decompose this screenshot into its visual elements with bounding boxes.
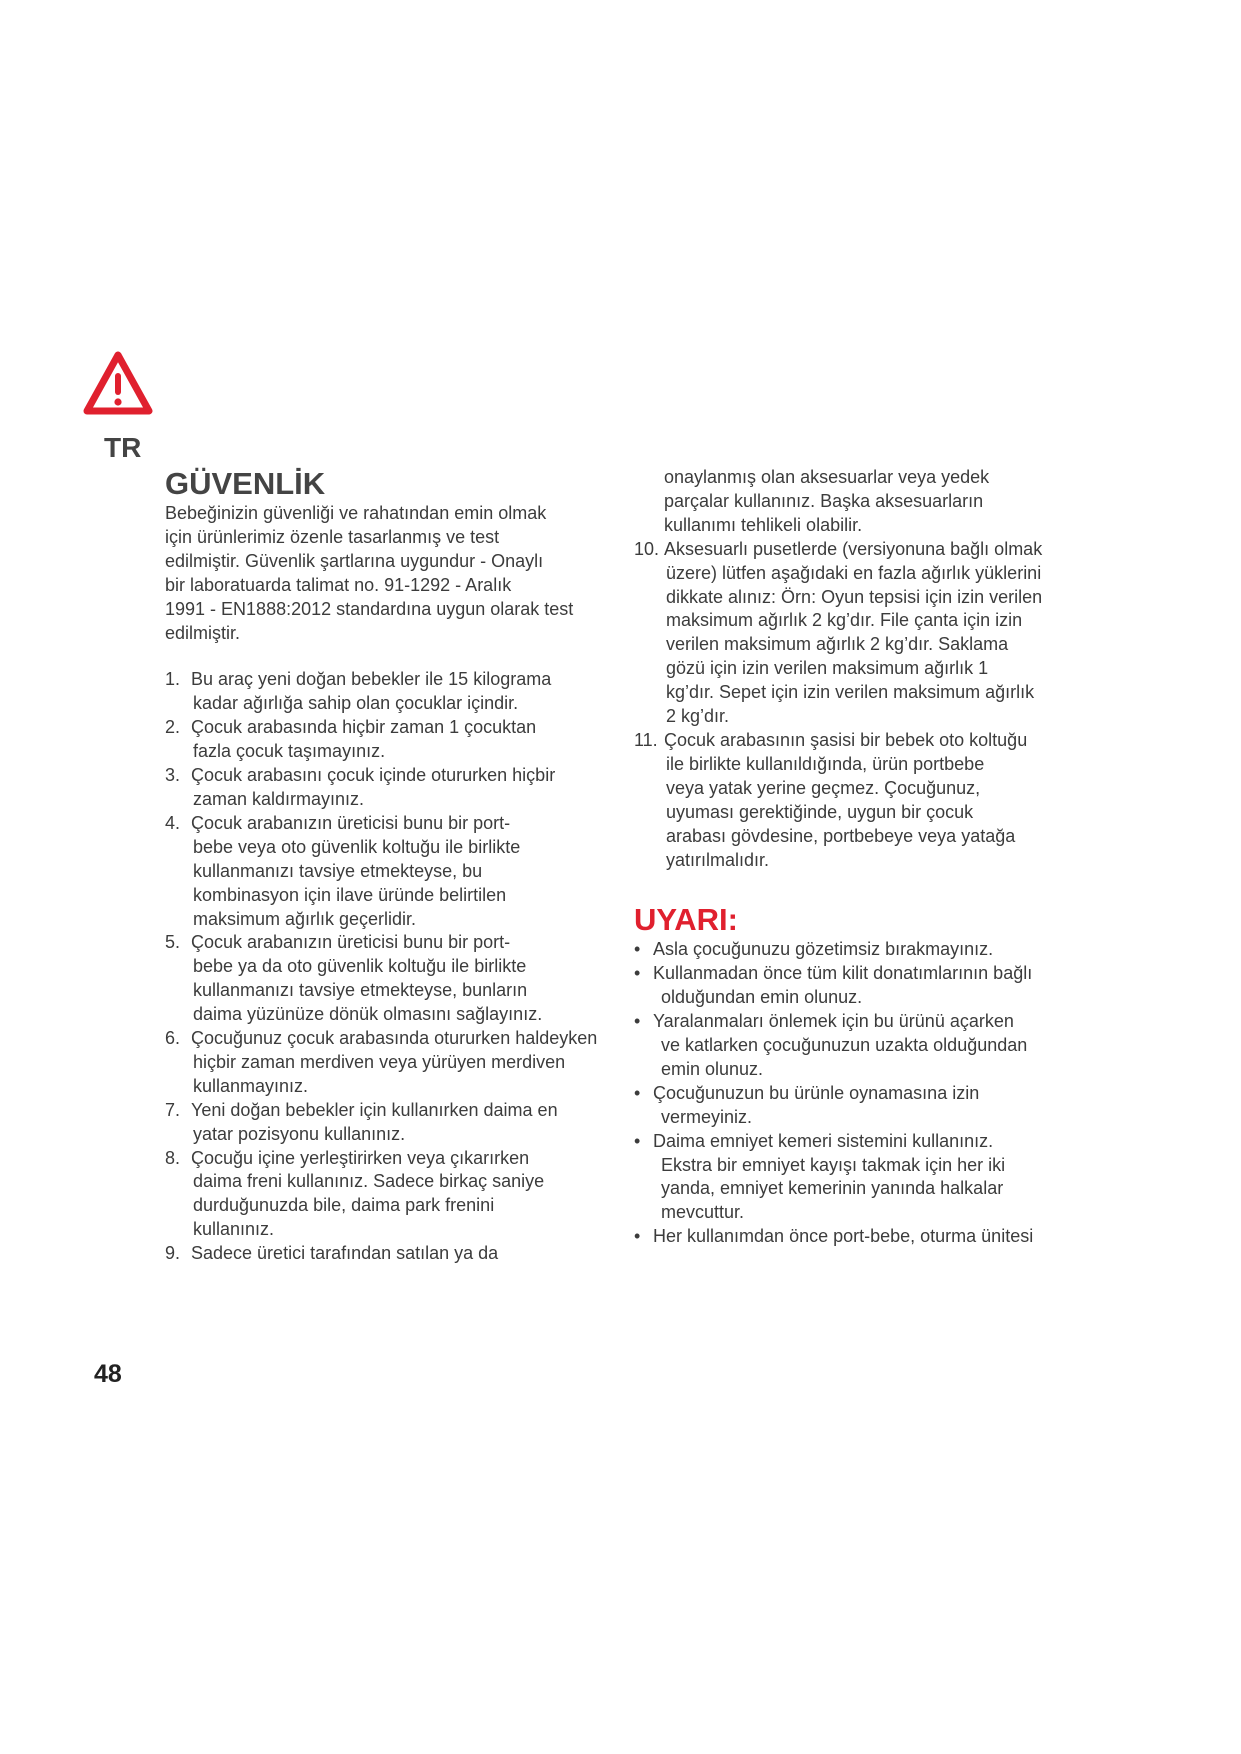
text-line: daima yüzünüze dönük olmasını sağlayınız. bbox=[193, 1004, 543, 1025]
text-line: Sadece üretici tarafından satılan ya da bbox=[191, 1243, 499, 1264]
text-line: kullanınız. bbox=[193, 1219, 275, 1240]
text-line: parçalar kullanınız. Başka aksesuarların bbox=[664, 490, 984, 511]
text-line: Çocuk arabasında hiçbir zaman 1 çocuktan bbox=[191, 717, 537, 738]
text-line: edilmiştir. bbox=[165, 622, 241, 643]
item-number: 8. bbox=[165, 1147, 181, 1168]
text-line: maksimum ağırlık geçerlidir. bbox=[193, 908, 417, 929]
text-line: Çocuk arabasının şasisi bir bebek oto koltuğu bbox=[664, 729, 1028, 750]
warning-bullets bbox=[634, 938, 1114, 1249]
text-line: Çocuğunuz çocuk arabasında otururken haldeyken bbox=[191, 1028, 598, 1049]
text-line: olduğundan emin olunuz. bbox=[661, 987, 863, 1008]
warning-triangle-icon bbox=[82, 349, 154, 421]
text-line: Çocuğunuzun bu ürünle oynamasına izin bbox=[653, 1082, 980, 1103]
left-column bbox=[165, 466, 605, 1266]
text-line: kombinasyon için ilave üründe belirtilen bbox=[193, 884, 507, 905]
list-item bbox=[165, 1242, 605, 1266]
text-line: veya yatak yerine geçmez. Çocuğunuz, bbox=[666, 777, 981, 798]
text-line: Yeni doğan bebekler için kullanırken daima en bbox=[191, 1099, 558, 1120]
text-line: fazla çocuk taşımayınız. bbox=[193, 741, 386, 762]
text-line: gözü için izin verilen maksimum ağırlık 1 bbox=[666, 658, 989, 679]
bullet-icon: • bbox=[634, 963, 641, 984]
bullet-item bbox=[634, 938, 1114, 962]
item-number: 3. bbox=[165, 765, 181, 786]
item-number: 9. bbox=[165, 1243, 181, 1264]
text-line: yanda, emniyet kemerinin yanında halkalar bbox=[661, 1178, 1004, 1199]
text-line: yatar pozisyonu kullanınız. bbox=[193, 1123, 406, 1144]
text-line: onaylanmış olan aksesuarlar veya yedek bbox=[664, 467, 990, 487]
text-line: mevcuttur. bbox=[661, 1202, 745, 1223]
bullet-icon: • bbox=[634, 1082, 641, 1103]
list-item bbox=[634, 729, 1114, 872]
text-line: daima freni kullanınız. Sadece birkaç saniye bbox=[193, 1171, 545, 1192]
text-line: Bebeğinizin güvenliği ve rahatından emin olmak bbox=[165, 503, 547, 523]
text-line: kullanımı tehlikeli olabilir. bbox=[664, 514, 863, 535]
text-line: kullanmanızı tavsiye etmekteyse, bunların bbox=[193, 980, 528, 1001]
text-line: emin olunuz. bbox=[661, 1058, 764, 1079]
bullet-icon: • bbox=[634, 1011, 641, 1032]
item-number: 2. bbox=[165, 717, 181, 738]
bullet-icon: • bbox=[634, 939, 641, 960]
text-line: Çocuğu içine yerleştirirken veya çıkarırken bbox=[191, 1147, 530, 1168]
text-line: Bu araç yeni doğan bebekler ile 15 kilograma bbox=[191, 669, 552, 690]
text-line: kadar ağırlığa sahip olan çocuklar içindir. bbox=[193, 693, 519, 714]
text-line: üzere) lütfen aşağıdaki en fazla ağırlık yüklerini bbox=[666, 562, 1042, 583]
right-column bbox=[634, 466, 1114, 1249]
list-item bbox=[165, 764, 605, 812]
intro-paragraph bbox=[165, 502, 605, 645]
bullet-item bbox=[634, 1130, 1114, 1226]
text-line: bir laboratuarda talimat no. 91-1292 - Aralık bbox=[165, 574, 512, 595]
text-line: Asla çocuğunuzu gözetimsiz bırakmayınız. bbox=[653, 939, 994, 960]
text-line: kullanmayınız. bbox=[193, 1075, 309, 1096]
text-line: Çocuk arabanızın üreticisi bunu bir port- bbox=[191, 932, 511, 953]
list-item bbox=[165, 668, 605, 716]
item-number: 6. bbox=[165, 1028, 181, 1049]
page-number: 48 bbox=[94, 1360, 122, 1388]
list-item bbox=[165, 1147, 605, 1243]
text-line: Kullanmadan önce tüm kilit donatımlarının bağlı bbox=[653, 963, 1033, 984]
item-9-continuation bbox=[634, 466, 1114, 538]
item-number: 1. bbox=[165, 669, 181, 690]
text-line: maksimum ağırlık 2 kg’dır. File çanta için izin bbox=[666, 610, 1023, 631]
text-line: bebe ya da oto güvenlik koltuğu ile birlikte bbox=[193, 956, 527, 977]
text-line: için ürünlerimiz özenle tasarlanmış ve test bbox=[165, 526, 500, 547]
text-line: kullanmanızı tavsiye etmekteyse, bu bbox=[193, 860, 483, 881]
safety-list-right bbox=[634, 538, 1114, 873]
text-line: durduğunuzda bile, daima park frenini bbox=[193, 1195, 495, 1216]
text-line: zaman kaldırmayınız. bbox=[193, 788, 365, 809]
text-line: uyuması gerektiğinde, uygun bir çocuk bbox=[666, 801, 974, 822]
list-item bbox=[165, 716, 605, 764]
text-line: ve katlarken çocuğunuzun uzakta olduğundan bbox=[661, 1035, 1028, 1056]
text-line: 1991 - EN1888:2012 standardına uygun olarak test bbox=[165, 598, 574, 619]
item-number: 11. bbox=[634, 729, 658, 750]
bullet-item bbox=[634, 962, 1114, 1010]
item-number: 7. bbox=[165, 1099, 181, 1120]
warning-title: UYARI: bbox=[634, 902, 738, 938]
text-line: bebe veya oto güvenlik koltuğu ile birlikte bbox=[193, 836, 521, 857]
text-line: vermeyiniz. bbox=[661, 1106, 753, 1127]
list-item bbox=[165, 812, 605, 932]
bullet-item bbox=[634, 1225, 1114, 1249]
text-line: Çocuk arabasını çocuk içinde otururken hiçbir bbox=[191, 765, 556, 786]
text-line: yatırılmalıdır. bbox=[666, 849, 770, 870]
list-item bbox=[165, 931, 605, 1027]
bullet-icon: • bbox=[634, 1130, 641, 1151]
list-item bbox=[165, 1099, 605, 1147]
bullet-item bbox=[634, 1010, 1114, 1082]
text-line: edilmiştir. Güvenlik şartlarına uygundur - Onaylı bbox=[165, 550, 544, 571]
text-line: kg’dır. Sepet için izin verilen maksimum ağırlık bbox=[666, 682, 1035, 703]
list-item bbox=[165, 1027, 605, 1099]
list-item bbox=[634, 538, 1114, 729]
item-number: 5. bbox=[165, 932, 181, 953]
text-line: Ekstra bir emniyet kayışı takmak için her iki bbox=[661, 1154, 1006, 1175]
text-line: Daima emniyet kemeri sistemini kullanınız. bbox=[653, 1130, 994, 1151]
text-line: 2 kg’dır. bbox=[666, 706, 730, 727]
safety-list-left bbox=[165, 668, 605, 1266]
item-number: 10. bbox=[634, 538, 660, 559]
item-number: 4. bbox=[165, 812, 181, 833]
text-line: arabası gövdesine, portbebeye veya yatağa bbox=[666, 825, 1016, 846]
language-code: TR bbox=[104, 432, 142, 463]
text-line: dikkate alınız: Örn: Oyun tepsisi için izin verilen bbox=[666, 586, 1043, 607]
page-title: GÜVENLİK bbox=[165, 466, 326, 501]
bullet-item bbox=[634, 1082, 1114, 1130]
text-line: hiçbir zaman merdiven veya yürüyen merdiven bbox=[193, 1051, 566, 1072]
text-line: ile birlikte kullanıldığında, ürün portbebe bbox=[666, 753, 985, 774]
text-line: Çocuk arabanızın üreticisi bunu bir port- bbox=[191, 812, 511, 833]
text-line: Her kullanımdan önce port-bebe, oturma ünitesi bbox=[653, 1226, 1034, 1247]
text-line: Aksesuarlı pusetlerde (versiyonuna bağlı olmak bbox=[664, 538, 1043, 559]
text-line: verilen maksimum ağırlık 2 kg’dır. Saklama bbox=[666, 634, 1009, 655]
text-line: Yaralanmaları önlemek için bu ürünü açarken bbox=[653, 1011, 1014, 1032]
bullet-icon: • bbox=[634, 1226, 641, 1247]
